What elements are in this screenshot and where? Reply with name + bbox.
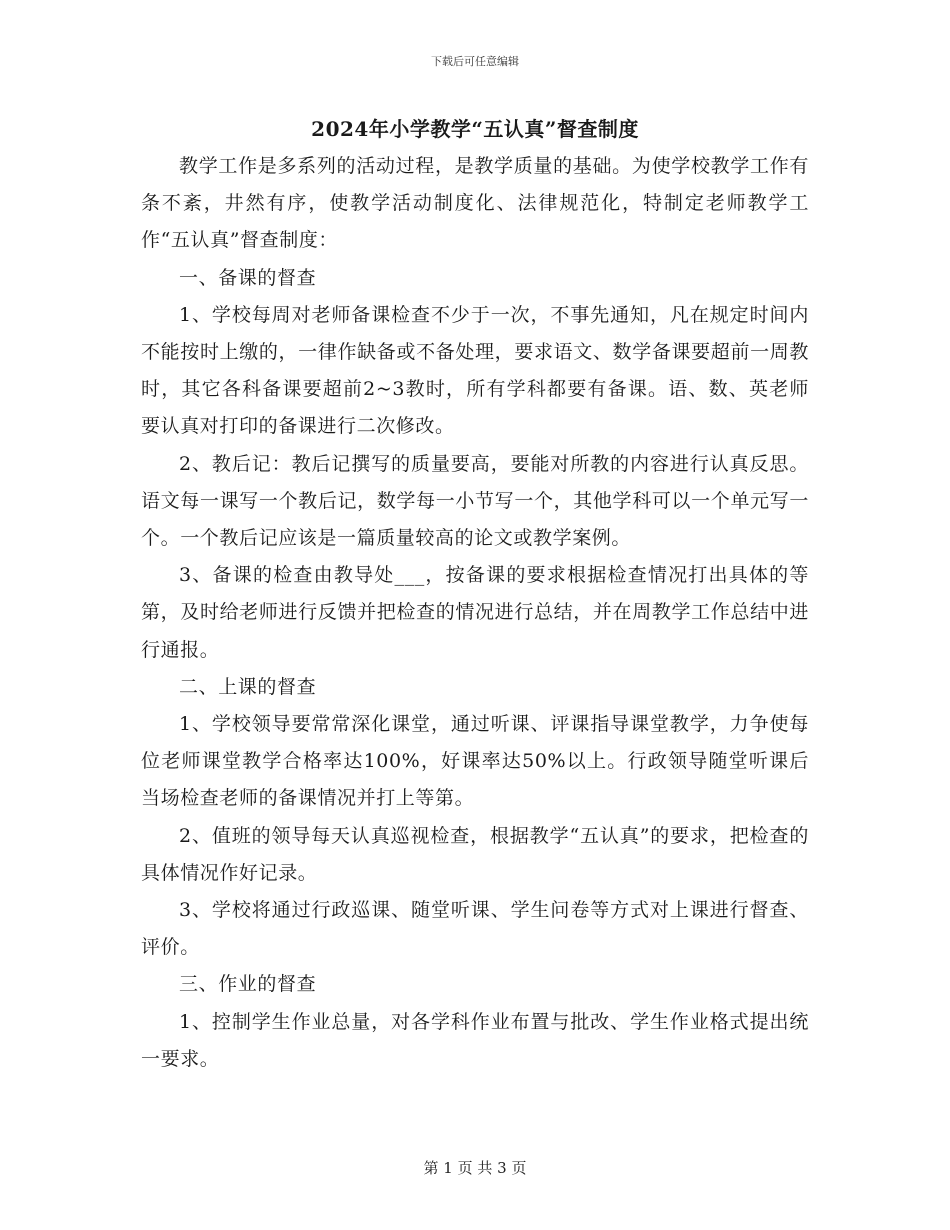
document-title: 2024年小学教学“五认真”督查制度 [311,117,639,141]
lesson-prep-item-2: 2、教后记：教后记撰写的质量要高，要能对所教的内容进行认真反思。语文每一课写一个教后记，数学每一小节写一个，其他学科可以一个单元写一个。一个教后记应该是一篇质量较高的论文或教学案例。 [141,452,809,550]
lesson-prep-item-3: 3、备课的检查由教导处___，按备课的要求根据检查情况打出具体的等第，及时给老师进行反馈并把检查的情况进行总结，并在周教学工作总结中进行通报。 [141,564,809,661]
class-item-2: 2、值班的领导每天认真巡视检查，根据教学“五认真”的要求，把检查的具体情况作好记录。 [141,824,809,884]
document-body [141,148,809,1078]
section-heading-class: 二、上课的督查 [179,675,317,698]
intro-paragraph: 教学工作是多系列的活动过程，是教学质量的基础。为使学校教学工作有条不紊，井然有序，使教学活动制度化、法律规范化，特制定老师教学工作“五认真”督查制度： [141,155,809,252]
homework-item-1: 1、控制学生作业总量，对各学科作业布置与批改、学生作业格式提出统一要求。 [141,1010,809,1070]
class-item-1: 1、学校领导要常常深化课堂，通过听课、评课指导课堂教学，力争使每位老师课堂教学合格率达100%，好课率达50%以上。行政领导随堂听课后当场检查老师的备课情况并打上等第。 [141,713,809,810]
section-heading-homework: 三、作业的督查 [179,973,317,996]
class-item-3: 3、学校将通过行政巡课、随堂听课、学生问卷等方式对上课进行督查、评价。 [141,899,809,959]
lesson-prep-item-1: 1、学校每周对老师备课检查不少于一次，不事先通知，凡在规定时间内不能按时上缴的，一律作缺备或不备处理，要求语文、数学备课要超前一周教时，其它各科备课要超前2~3教时，所有学科都要有备课。语、数、英老师要认真对打印的备课进行二次修改。 [141,303,809,438]
section-heading-lesson-prep: 一、备课的督查 [179,266,317,289]
header-note: 下载后可任意编辑 [431,55,519,68]
page-footer: 第 1 页 共 3 页 [423,1159,527,1177]
